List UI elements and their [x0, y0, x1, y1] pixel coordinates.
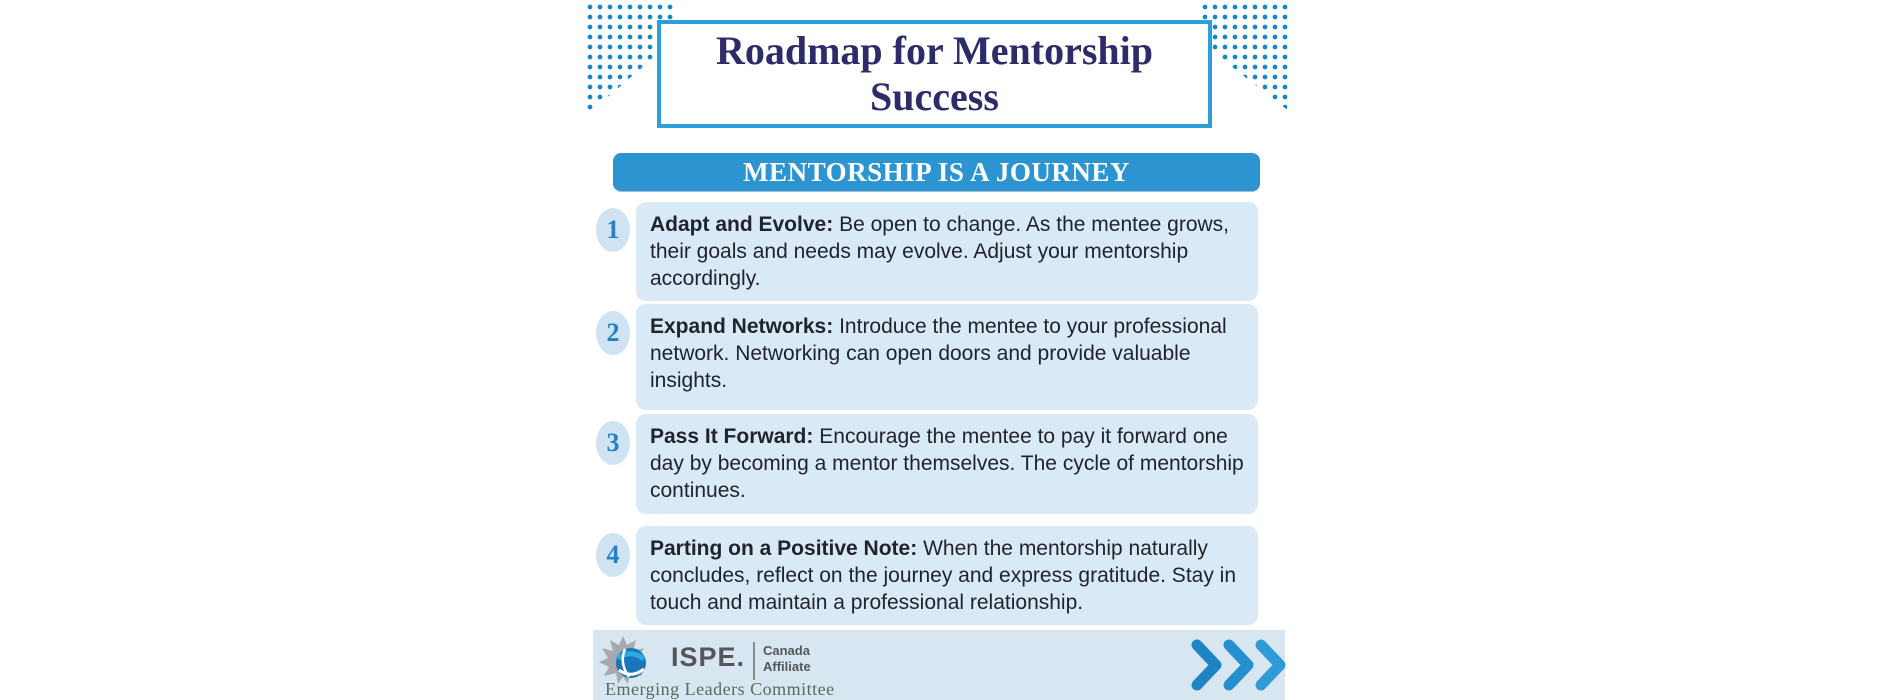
- step-title: Pass It Forward:: [650, 425, 814, 448]
- step-description: When the mentorship naturally concludes, reflect on the journey and express gratitude. Stay in touch and maintain a professional relationship.: [650, 537, 1237, 614]
- step-card: [636, 304, 1258, 410]
- page-title-line2: Success: [870, 74, 999, 119]
- step-title: Expand Networks:: [650, 315, 834, 338]
- affiliate-line2: Affiliate: [763, 659, 811, 674]
- affiliate-line1: Canada: [763, 643, 810, 658]
- step-number-badge: [596, 208, 630, 252]
- step-description: Introduce the mentee to your professional network. Networking can open doors and provide valuable insights.: [650, 315, 1227, 392]
- step-number-badge: [596, 311, 630, 355]
- step-number: 1: [606, 215, 620, 244]
- chevron-right-icon: [1223, 639, 1254, 691]
- committee-label: Emerging Leaders Committee: [605, 679, 835, 699]
- chevron-right-icon: [1255, 639, 1286, 691]
- chevron-group: [1191, 639, 1287, 691]
- step-title: Adapt and Evolve:: [650, 213, 834, 236]
- step-card: [636, 202, 1258, 301]
- step-title: Parting on a Positive Note:: [650, 537, 918, 560]
- affiliate-label: [763, 643, 811, 675]
- page-title-box: [657, 20, 1212, 128]
- section-banner-label: MENTORSHIP IS A JOURNEY: [743, 156, 1130, 187]
- section-banner: [613, 153, 1260, 191]
- step-number: 3: [606, 428, 620, 457]
- step-number: 2: [606, 318, 620, 347]
- page-title: Roadmap for Mentorship: [715, 28, 1154, 73]
- step-card: [636, 414, 1258, 514]
- footer: [593, 630, 1285, 700]
- chevron-right-icon: [1191, 639, 1222, 691]
- step-description: Encourage the mentee to pay it forward one day by becoming a mentor themselves. The cycle of mentorship continues.: [650, 425, 1244, 502]
- step-number-badge: [596, 421, 630, 465]
- step-card: [636, 526, 1258, 625]
- step-number: 4: [606, 540, 620, 569]
- ispe-wordmark: ISPE.: [671, 642, 746, 672]
- step-description: Be open to change. As the mentee grows, their goals and needs may evolve. Adjust your mentorship accordingly.: [650, 213, 1230, 290]
- divider: [753, 642, 755, 680]
- step-number-badge: [596, 533, 630, 577]
